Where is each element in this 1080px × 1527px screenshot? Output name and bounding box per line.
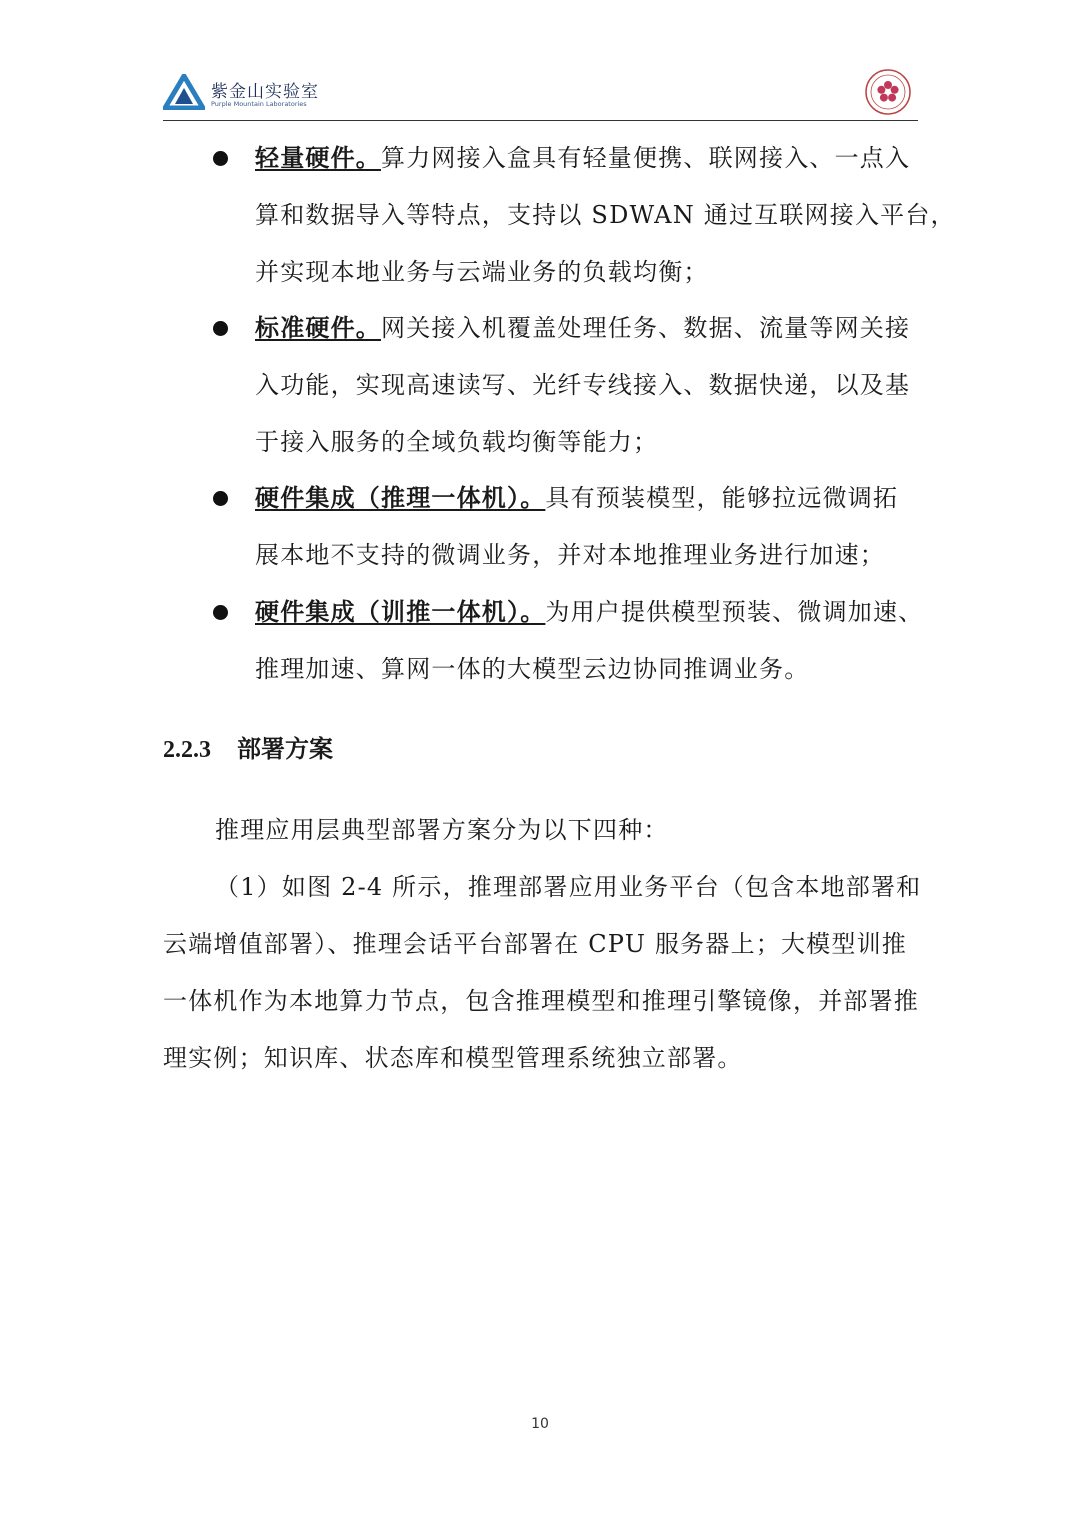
bullet-title: 标准硬件。	[255, 313, 381, 342]
logo-en-text: Purple Mountain Laboratories	[211, 100, 307, 108]
paragraph-line: 理实例；知识库、状态库和模型管理系统独立部署。	[163, 1044, 743, 1072]
bullet-title: 轻量硬件。	[255, 143, 381, 172]
bullet-line: 轻量硬件。算力网接入盒具有轻量便携、联网接入、一点入	[255, 143, 911, 172]
bullet-line: 入功能，实现高速读写、光纤专线接入、数据快递，以及基	[255, 371, 911, 399]
bullet-line: 算和数据导入等特点，支持以 SDWAN 通过互联网接入平台，	[255, 201, 956, 229]
logo-cn-text: 紫金山实验室	[211, 82, 319, 102]
bullet-line: 于接入服务的全域负载均衡等能力；	[255, 428, 659, 456]
page-header	[163, 66, 918, 121]
bullet-dot-icon	[213, 321, 228, 336]
bullet-dot-icon	[213, 151, 228, 166]
paragraph-line: （1）如图 2-4 所示，推理部署应用业务平台（包含本地部署和	[215, 873, 922, 901]
section-heading	[163, 734, 333, 765]
section-title: 部署方案	[237, 734, 333, 763]
bullet-title: 硬件集成（推理一体机）。	[255, 483, 546, 512]
bullet-line: 硬件集成（推理一体机）。具有预装模型，能够拉远微调拓	[255, 483, 899, 512]
purple-mountain-logo	[163, 74, 323, 114]
bullet-dot-icon	[213, 491, 228, 506]
bullet-line: 推理加速、算网一体的大模型云边协同推调业务。	[255, 655, 810, 683]
paragraph-line: 一体机作为本地算力节点，包含推理模型和推理引擎镜像，并部署推	[163, 987, 919, 1015]
triangle-logo-icon	[163, 74, 205, 110]
bullet-line: 硬件集成（训推一体机）。为用户提供模型预装、微调加速、	[255, 597, 924, 626]
bullet-line: 标准硬件。网关接入机覆盖处理任务、数据、流量等网关接	[255, 313, 911, 342]
bullet-line: 展本地不支持的微调业务，并对本地推理业务进行加速；	[255, 541, 885, 569]
intro-paragraph: 推理应用层典型部署方案分为以下四种：	[215, 816, 669, 844]
paragraph-line: 云端增值部署）、推理会话平台部署在 CPU 服务器上；大模型训推	[163, 930, 907, 958]
institution-seal-icon	[864, 68, 912, 116]
bullet-dot-icon	[213, 605, 228, 620]
bullet-title: 硬件集成（训推一体机）。	[255, 597, 546, 626]
section-number: 2.2.3	[163, 737, 211, 763]
bullet-line: 并实现本地业务与云端业务的负载均衡；	[255, 258, 709, 286]
page-number: 10	[531, 1416, 549, 1432]
